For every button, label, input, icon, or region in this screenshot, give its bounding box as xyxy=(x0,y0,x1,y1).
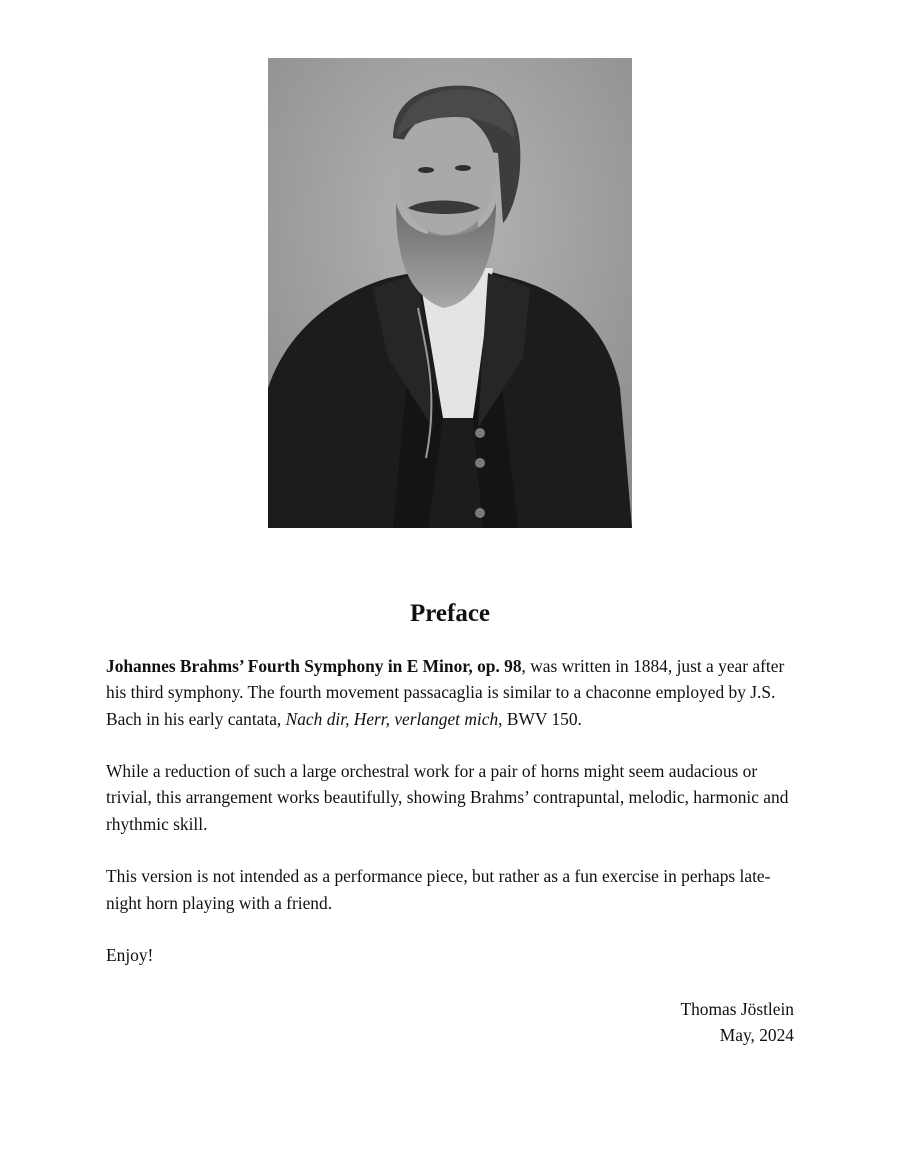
paragraph-arrangement: While a reduction of such a large orchestral work for a pair of horns might seem audacious or trivial, this arrangement works beautifully, showing Brahms’ contrapuntal, melodic, harmonic and rhythmic skill. xyxy=(106,761,789,834)
page-title: Preface xyxy=(409,600,491,627)
symphony-title: Johannes Brahms’ Fourth Symphony in E Minor, op. 98 xyxy=(106,656,522,676)
cantata-title: Nach dir, Herr, verlanget mich xyxy=(285,708,499,729)
author-name: Thomas Jöstlein xyxy=(680,999,794,1019)
brahms-portrait-photo xyxy=(268,58,632,528)
paragraph-purpose: This version is not intended as a performance piece, but rather as a fun exercise in perhaps late-night horn playing with a friend. xyxy=(106,866,771,913)
preface-body xyxy=(106,653,796,995)
paragraph-intro xyxy=(106,653,796,732)
paragraph-intro-text-b: , BWV 150. xyxy=(498,708,582,729)
signature-date: May, 2024 xyxy=(719,1025,794,1046)
signature-block xyxy=(680,996,794,1049)
paragraph-intro-text-a: , was written in 1884, just a year after his third symphony. The fourth movement passacaglia is similar to a chaconne employed by J.S. Bach in his early cantata, xyxy=(106,656,785,729)
paragraph-closing: Enjoy! xyxy=(106,945,154,966)
